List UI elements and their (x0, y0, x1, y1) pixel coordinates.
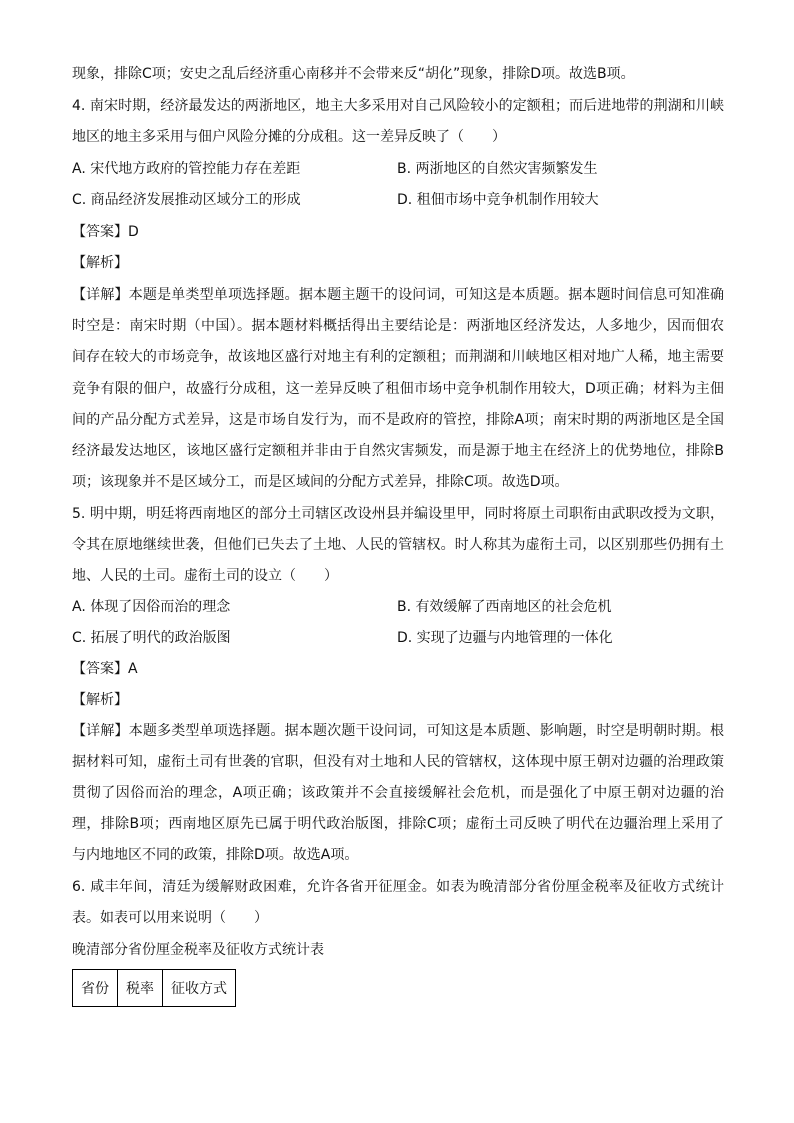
q5-stem-line-2: 令其在原地继续世袭，但他们已失去了土地、人民的管辖权。时人称其为虚衔土司，以区别那些仍拥有土 (72, 537, 724, 553)
table-header-rate: 税率 (118, 970, 163, 1007)
q4-stem-line-2: 地区的地主多采用与佃户风险分摊的分成租。这一差异反映了（ ） (72, 129, 506, 145)
q4-stem-line-1: 4. 南宋时期，经济最发达的两浙地区，地主大多采用对自己风险较小的定额租；而后进地带的荆湖和川峡 (72, 98, 724, 114)
q4-detail-line-6: 经济最发达地区，该地区盛行定额租并非由于自然灾害频发，而是源于地主在经济上的优势地位，排除B (72, 443, 724, 459)
q6-stem-line-1: 6. 咸丰年间，清廷为缓解财政困难，允许各省开征厘金。如表为晚清部分省份厘金税率及征收方式统计 (72, 879, 724, 895)
q4-detail-line-5: 间的产品分配方式差异，这是市场自发行为，而不是政府的管控，排除A项；南宋时期的两浙地区是全国 (72, 412, 724, 428)
q5-analysis-heading: 【解析】 (72, 692, 128, 708)
likin-tax-table (72, 969, 236, 1007)
q4-detail-line-7: 项；该现象并不是区域分工，而是区域间的分配方式差异，排除C项。故选D项。 (72, 474, 569, 490)
table-header-method: 征收方式 (163, 970, 236, 1007)
q5-detail-line-4: 理，排除B项；西南地区原先已属于明代政治版图，排除C项；虚衔土司反映了明代在边疆治理上采用了 (72, 816, 724, 832)
q5-detail-line-3: 贯彻了因俗而治的理念，A项正确；该政策并不会直接缓解社会危机，而是强化了中原王朝对边疆的治 (72, 785, 724, 801)
table-header-row (73, 970, 236, 1007)
q4-detail-line-2: 时空是：南宋时期（中国）。据本题材料概括得出主要结论是：两浙地区经济发达，人多地少，因而佃农 (72, 318, 724, 334)
q5-option-d: D. 实现了边疆与内地管理的一体化 (397, 630, 613, 646)
q5-option-a: A. 体现了因俗而治的理念 (72, 599, 231, 615)
q4-answer: 【答案】D (72, 224, 139, 240)
q5-detail-line-2: 据材料可知，虚衔土司有世袭的官职，但没有对土地和人民的管辖权，这体现中原王朝对边疆的治理政策 (72, 754, 724, 770)
q5-stem-line-3: 地、人民的土司。虚衔土司的设立（ ） (72, 568, 338, 584)
q4-detail-line-4: 竞争有限的佃户，故盛行分成租，这一差异反映了租佃市场中竞争机制作用较大，D项正确；材料为主佃 (72, 381, 724, 397)
q5-option-b: B. 有效缓解了西南地区的社会危机 (397, 599, 612, 615)
q4-detail-line-3: 间存在较大的市场竞争，故该地区盛行对地主有利的定额租；而荆湖和川峡地区相对地广人稀，地主需要 (72, 349, 724, 365)
q5-detail-line-1: 【详解】本题多类型单项选择题。据本题次题干设问词，可知这是本质题、影响题，时空是明朝时期。根 (72, 723, 724, 739)
table-caption: 晚清部分省份厘金税率及征收方式统计表 (72, 942, 324, 958)
q6-stem-line-2: 表。如表可以用来说明（ ） (72, 910, 268, 926)
q5-option-c: C. 拓展了明代的政治版图 (72, 630, 231, 646)
q5-answer: 【答案】A (72, 661, 138, 677)
q4-detail-line-1: 【详解】本题是单类型单项选择题。据本题主题干的设问词，可知这是本质题。据本题时间信息可知准确 (72, 287, 724, 303)
q4-option-d: D. 租佃市场中竞争机制作用较大 (397, 192, 599, 208)
q3-explanation-end: 现象，排除C项；安史之乱后经济重心南移并不会带来反“胡化”现象，排除D项。故选B项。 (72, 66, 635, 82)
q5-stem-line-1: 5. 明中期，明廷将西南地区的部分土司辖区改设州县并编设里甲，同时将原土司职衔由武职改授为文职， (72, 506, 724, 522)
q5-detail-line-5: 与内地地区不同的政策，排除D项。故选A项。 (72, 847, 359, 863)
table-header-province: 省份 (73, 970, 118, 1007)
q4-option-b: B. 两浙地区的自然灾害频繁发生 (397, 161, 598, 177)
q4-option-a: A. 宋代地方政府的管控能力存在差距 (72, 161, 301, 177)
q4-analysis-heading: 【解析】 (72, 255, 128, 271)
q4-option-c: C. 商品经济发展推动区域分工的形成 (72, 192, 301, 208)
